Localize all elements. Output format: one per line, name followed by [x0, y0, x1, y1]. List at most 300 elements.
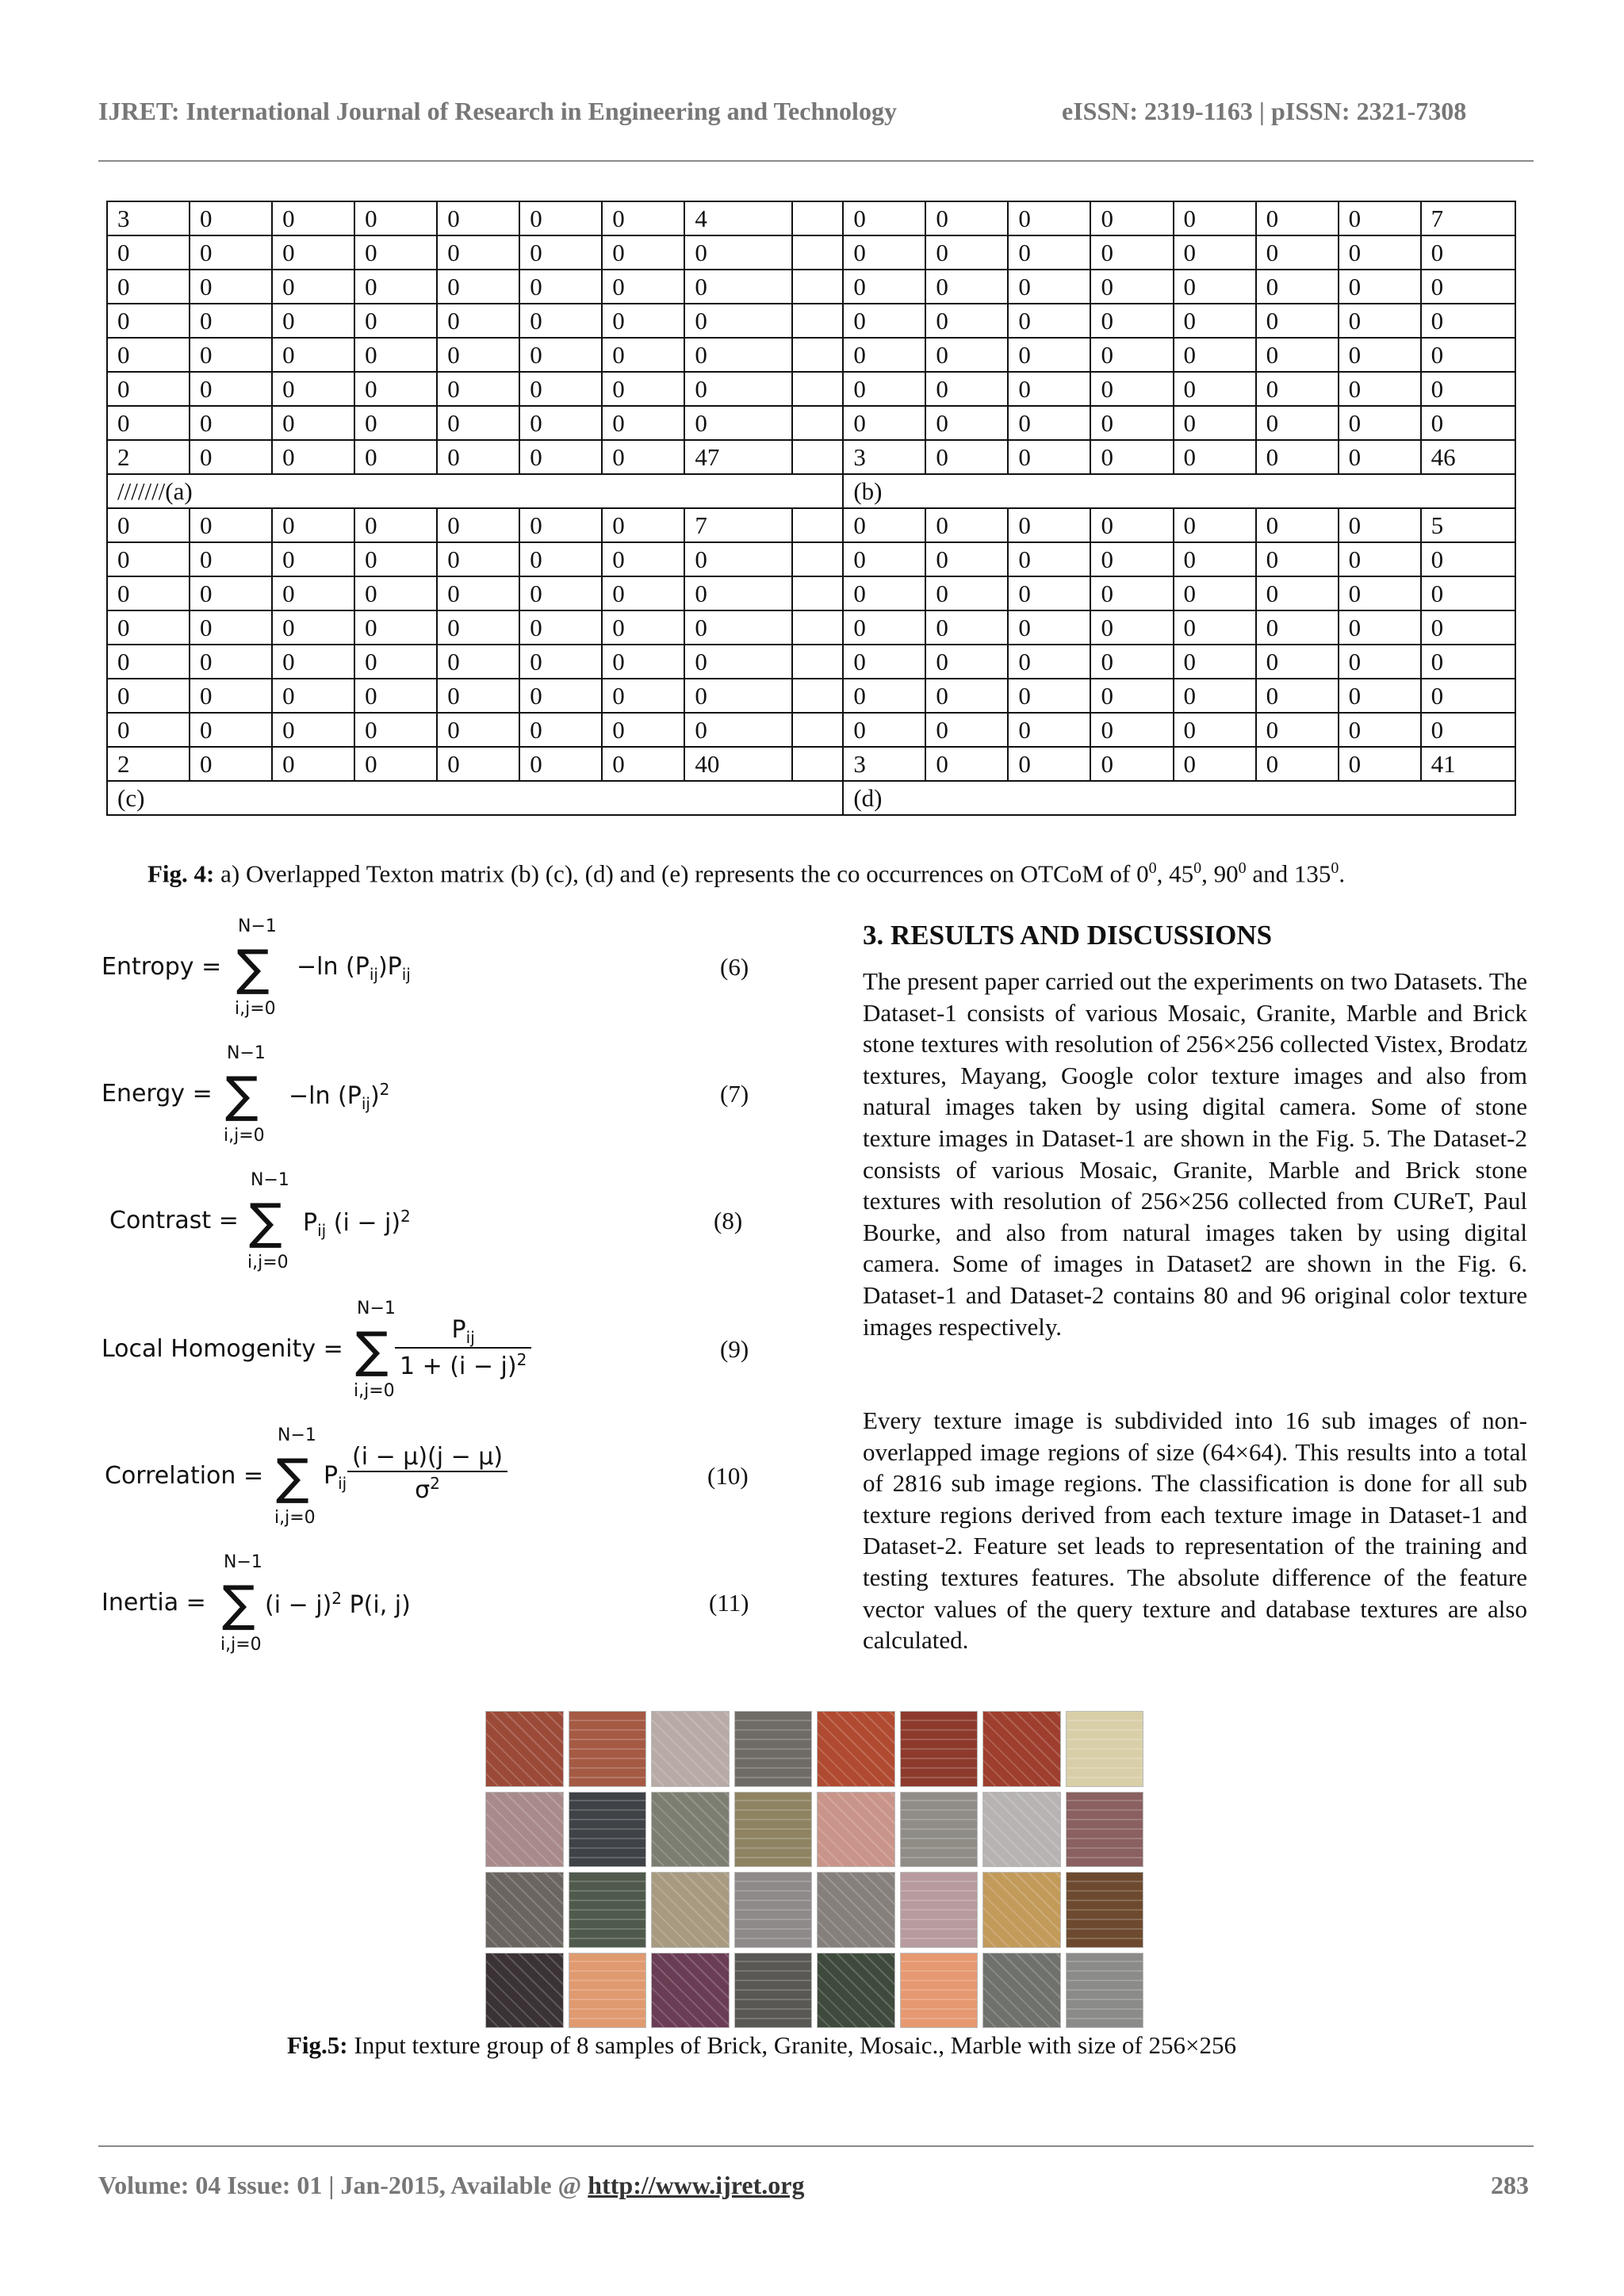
table-cell: 0 — [354, 406, 437, 440]
table-cell: 7 — [1421, 201, 1515, 235]
table-cell: 0 — [519, 235, 602, 270]
table-cell: 0 — [519, 747, 602, 781]
equation-number: (8) — [714, 1207, 743, 1234]
table-cell: 0 — [602, 406, 684, 440]
table-cell: 0 — [843, 610, 925, 645]
table-cell: 0 — [272, 406, 354, 440]
table-cell: 0 — [190, 713, 272, 747]
texture-tile — [1066, 1711, 1144, 1787]
table-cell: 0 — [1256, 610, 1339, 645]
table-row — [107, 747, 1515, 781]
table-cell: 0 — [1339, 406, 1421, 440]
table-cell: 0 — [354, 201, 437, 235]
table-cell: 0 — [354, 508, 437, 542]
table-cell: 0 — [1421, 304, 1515, 338]
table-cell: 0 — [602, 201, 684, 235]
table-row — [107, 201, 1515, 235]
table-cell: 0 — [1008, 542, 1090, 576]
sum-symbol: ∑ — [249, 1192, 282, 1250]
table-cell: 0 — [272, 304, 354, 338]
table-cell: 0 — [107, 372, 190, 406]
table-gap-cell — [792, 235, 844, 270]
table-cell: 0 — [1008, 679, 1090, 713]
table-cell: 0 — [107, 610, 190, 645]
table-cell: 0 — [1008, 235, 1090, 270]
texture-tile — [569, 1872, 647, 1948]
table-cell: 41 — [1421, 747, 1515, 781]
table-cell: 0 — [107, 235, 190, 270]
fig4-caption: Fig. 4: a) Overlapped Texton matrix (b) (c), (d) and (e) represents the co occurrences on OTCoM of $0^0$, $45^0$, $90^0$ and $135^0$. — [147, 859, 1346, 888]
table-cell: 0 — [1090, 235, 1173, 270]
table-cell: 0 — [602, 235, 684, 270]
texture-tile — [569, 1711, 647, 1787]
table-cell: 47 — [684, 440, 791, 474]
table-cell: 0 — [107, 713, 190, 747]
footer: Volume: 04 Issue: 01 | Jan-2015, Available @ http://www.ijret.org 283 — [98, 2171, 1529, 2199]
table-cell: 0 — [602, 576, 684, 610]
table-cell: 0 — [843, 338, 925, 372]
table-cell: 0 — [107, 270, 190, 304]
table-cell: 0 — [1174, 645, 1256, 679]
table-cell: 46 — [1421, 440, 1515, 474]
table-cell: 0 — [107, 576, 190, 610]
table-cell: 0 — [1256, 338, 1339, 372]
table-cell: 0 — [107, 304, 190, 338]
table-cell: 0 — [925, 747, 1008, 781]
table-cell: 3 — [107, 201, 190, 235]
table-cell: 0 — [1008, 304, 1090, 338]
table-cell: 0 — [925, 679, 1008, 713]
table-cell: 0 — [925, 338, 1008, 372]
fraction: $\frac{(i - \mu)(j - \mu)}{\sigma^2}$ — [347, 1443, 508, 1504]
table-cell: 0 — [437, 542, 519, 576]
table-cell: 0 — [1008, 406, 1090, 440]
table-cell: 0 — [519, 406, 602, 440]
table-cell: 0 — [684, 610, 791, 645]
table-cell: 0 — [354, 747, 437, 781]
table-cell: 0 — [1339, 610, 1421, 645]
equation-contrast: Contrast = N−1 ∑ i,j=0 $P_{ij}$ $(i - j)^2$ (8) — [109, 1170, 743, 1272]
journal-link[interactable]: http://www.ijret.org — [588, 2171, 805, 2199]
table-cell: 0 — [354, 372, 437, 406]
table-cell: 0 — [1339, 304, 1421, 338]
table-cell: 0 — [107, 645, 190, 679]
table-cell: 0 — [1090, 679, 1173, 713]
table-cell: 0 — [1256, 201, 1339, 235]
table-cell: 0 — [843, 270, 925, 304]
journal-title: IJRET: International Journal of Research in Engineering and Technology — [98, 97, 897, 125]
table-cell: 0 — [519, 542, 602, 576]
table-row — [107, 235, 1515, 270]
texture-tile — [569, 1792, 647, 1868]
table-cell: 0 — [1339, 235, 1421, 270]
results-paragraph-1: The present paper carried out the experiments on two Datasets. The Dataset-1 consists of various Mosaic, Granite, Marble and Brick stone textures with resolution of 256×256 collected Vistex, Brodatz textures, Mayang, Google color texture images and also from natural images taken by using digital camera. Some of stone texture images in Dataset-1 are shown in the Fig. 5. The Dataset-2 consists of various Mosaic, Granite, Marble and Brick stone textures with resolution of 256×256 collected from CUReT, Paul Bourke, and also from natural images taken by using digital camera. Some of images in Dataset2 are shown in the Fig. 6. Dataset-1 and Dataset-2 contains 80 and 96 original color texture images respectively. — [863, 967, 1527, 1341]
table-cell: 0 — [272, 747, 354, 781]
table-gap-cell — [792, 576, 844, 610]
table-cell: 0 — [354, 610, 437, 645]
texture-tile — [982, 1872, 1061, 1948]
table-gap-cell — [792, 406, 844, 440]
table-cell: 0 — [190, 201, 272, 235]
table-cell: 0 — [602, 679, 684, 713]
table-cell: 0 — [843, 645, 925, 679]
table-gap-cell — [792, 338, 844, 372]
table-cell: 0 — [1008, 645, 1090, 679]
table-row — [107, 406, 1515, 440]
table-cell: 0 — [1339, 713, 1421, 747]
table-cell: 0 — [519, 201, 602, 235]
table-cell: 0 — [190, 235, 272, 270]
table-gap-cell — [792, 372, 844, 406]
table-cell: 0 — [1421, 372, 1515, 406]
table-cell: 0 — [1256, 576, 1339, 610]
texture-tile — [651, 1792, 730, 1868]
table-cell: 0 — [272, 610, 354, 645]
table-cell: 0 — [519, 304, 602, 338]
table-cell: 0 — [437, 338, 519, 372]
table-cell: 0 — [1090, 440, 1173, 474]
equation-number: (9) — [720, 1335, 749, 1363]
table-gap-cell — [792, 713, 844, 747]
table-cell: 0 — [519, 440, 602, 474]
table-cell: 0 — [354, 304, 437, 338]
table-cell: 0 — [843, 542, 925, 576]
table-cell: 0 — [437, 235, 519, 270]
table-cell: 0 — [1090, 338, 1173, 372]
table-cell: 0 — [1090, 406, 1173, 440]
table-cell: 0 — [1421, 270, 1515, 304]
table-cell: 0 — [925, 610, 1008, 645]
table-row — [107, 610, 1515, 645]
table-cell: 0 — [925, 508, 1008, 542]
texton-matrix-table — [106, 201, 1516, 816]
table-cell: 0 — [354, 270, 437, 304]
table-cell: 0 — [1008, 201, 1090, 235]
table-cell: 0 — [602, 645, 684, 679]
table-cell: 0 — [354, 679, 437, 713]
table-cell: 2 — [107, 747, 190, 781]
table-cell: 0 — [925, 235, 1008, 270]
texture-tile — [817, 1953, 895, 2029]
table-cell: 40 — [684, 747, 791, 781]
table-cell: 0 — [925, 713, 1008, 747]
table-cell: 0 — [190, 440, 272, 474]
equation-energy: Energy = N−1 ∑ i,j=0 −ln $(P_{ij})^2$ (7) — [102, 1043, 749, 1146]
table-cell: 0 — [190, 270, 272, 304]
table-cell: 0 — [602, 713, 684, 747]
table-cell: 0 — [437, 679, 519, 713]
table-cell: 0 — [107, 508, 190, 542]
texture-tile — [982, 1792, 1061, 1868]
table-cell: 0 — [354, 576, 437, 610]
table-cell: 0 — [272, 372, 354, 406]
table-cell: 0 — [1421, 406, 1515, 440]
table-cell: 0 — [272, 576, 354, 610]
table-gap-cell — [792, 508, 844, 542]
fraction: $P_{ij}$ $1 + (i - j)^2$ — [395, 1316, 531, 1380]
fig5-caption: Fig.5: Input texture group of 8 samples of Brick, Granite, Mosaic., Marble with size of 256×256 — [287, 2031, 1236, 2059]
table-cell: 0 — [684, 338, 791, 372]
table-cell: 0 — [1339, 440, 1421, 474]
texture-tile — [982, 1711, 1061, 1787]
page-number: 283 — [1491, 2171, 1529, 2199]
texture-tile — [485, 1792, 564, 1868]
table-cell: 0 — [1421, 713, 1515, 747]
table-cell: 0 — [1008, 372, 1090, 406]
table-gap-cell — [792, 542, 844, 576]
table-cell: 0 — [1256, 645, 1339, 679]
table-cell: 0 — [437, 508, 519, 542]
texture-tile — [1066, 1872, 1144, 1948]
texture-tile — [734, 1953, 813, 2029]
equation-number: (6) — [720, 953, 749, 981]
table-cell: 0 — [272, 508, 354, 542]
table-cell: 0 — [1421, 338, 1515, 372]
table-gap-cell — [792, 201, 844, 235]
table-gap-cell — [792, 645, 844, 679]
texture-tile — [1066, 1953, 1144, 2029]
table-cell: 0 — [602, 270, 684, 304]
table-cell: 0 — [1090, 542, 1173, 576]
table-cell: 0 — [684, 406, 791, 440]
table-cell: 0 — [1421, 610, 1515, 645]
results-paragraph-2: Every texture image is subdivided into 16 sub images of non-overlapped image regions of size (64×64). This results into a total of 2816 sub image regions. The classification is done for all sub texture regions derived from each texture image in Dataset-1 and Dataset-2. Feature set leads to representation of the training and testing textures features. The absolute difference of the feature vector values of the query texture and database textures are also calculated. — [863, 1406, 1527, 1655]
table-cell: 0 — [354, 713, 437, 747]
table-cell: 0 — [1008, 440, 1090, 474]
table-cell: 0 — [1008, 747, 1090, 781]
table-cell: 0 — [684, 713, 791, 747]
table-cell: 0 — [437, 440, 519, 474]
table-cell: 0 — [1008, 713, 1090, 747]
table-cell: 0 — [437, 576, 519, 610]
section-title: 3. RESULTS AND DISCUSSIONS — [863, 920, 1273, 951]
table-cell: 0 — [354, 542, 437, 576]
table-cell: 0 — [602, 304, 684, 338]
table-cell: 0 — [519, 338, 602, 372]
table-gap-cell — [792, 304, 844, 338]
table-cell: 0 — [272, 270, 354, 304]
table-cell: 0 — [1008, 338, 1090, 372]
table-cell: 0 — [684, 304, 791, 338]
table-cell: 0 — [1256, 747, 1339, 781]
texture-tile — [817, 1872, 895, 1948]
equation-number: (11) — [709, 1589, 749, 1617]
table-cell: 0 — [190, 576, 272, 610]
table-gap-cell — [792, 270, 844, 304]
equation-entropy: Entropy = N−1 ∑ i,j=0 −ln $(P_{ij})P_{ij}$ (6) — [102, 916, 749, 1019]
table-cell: 0 — [1090, 304, 1173, 338]
texture-tile — [734, 1711, 813, 1787]
table-cell: 0 — [602, 338, 684, 372]
table-cell: 0 — [1174, 679, 1256, 713]
table-cell: 0 — [1256, 713, 1339, 747]
table-cell: 0 — [602, 542, 684, 576]
table-cell: 0 — [1174, 576, 1256, 610]
texture-tile — [485, 1711, 564, 1787]
table-cell: 0 — [1174, 713, 1256, 747]
table-cell: 0 — [843, 576, 925, 610]
texture-tile — [651, 1953, 730, 2029]
table-cell: 0 — [925, 201, 1008, 235]
table-row — [107, 372, 1515, 406]
table-cell: 3 — [843, 440, 925, 474]
table-cell: 0 — [1339, 201, 1421, 235]
texture-tile — [817, 1792, 895, 1868]
table-cell: 0 — [1256, 542, 1339, 576]
table-cell: 0 — [1174, 440, 1256, 474]
table-cell: 0 — [190, 610, 272, 645]
table-cell: 0 — [272, 235, 354, 270]
table-cell: 0 — [843, 201, 925, 235]
table-cell: 0 — [190, 508, 272, 542]
table-cell: 0 — [437, 747, 519, 781]
equation-number: (7) — [720, 1080, 749, 1108]
table-cell: 0 — [1421, 679, 1515, 713]
table-cell: 0 — [602, 610, 684, 645]
table-row — [107, 542, 1515, 576]
table-cell: 0 — [684, 679, 791, 713]
table-label-row — [107, 781, 1515, 815]
table-cell: 0 — [925, 645, 1008, 679]
table-cell: 0 — [925, 542, 1008, 576]
header-rule — [98, 160, 1534, 162]
table-cell: 0 — [1256, 440, 1339, 474]
table-cell: 0 — [1421, 645, 1515, 679]
table-cell: 0 — [354, 645, 437, 679]
matrix-label: ///////(a) — [107, 474, 843, 508]
table-cell: 0 — [272, 713, 354, 747]
table-cell: 0 — [437, 406, 519, 440]
table-row — [107, 440, 1515, 474]
table-cell: 0 — [1090, 610, 1173, 645]
equation-local-homogenity: Local Homogenity = N−1 ∑ i,j=0 $P_{ij}$ $1 + (i - j)^2$ (9) — [102, 1299, 749, 1401]
equation-number: (10) — [707, 1462, 749, 1490]
texture-tile — [900, 1711, 979, 1787]
table-row — [107, 508, 1515, 542]
table-cell: 0 — [1256, 679, 1339, 713]
table-cell: 0 — [1421, 235, 1515, 270]
table-cell: 0 — [190, 304, 272, 338]
table-cell: 0 — [1421, 542, 1515, 576]
sum-symbol: ∑ — [276, 1448, 309, 1506]
table-cell: 0 — [272, 440, 354, 474]
table-row — [107, 713, 1515, 747]
table-cell: 0 — [684, 235, 791, 270]
table-cell: 0 — [1090, 270, 1173, 304]
table-cell: 0 — [1256, 270, 1339, 304]
table-cell: 0 — [190, 406, 272, 440]
sum-symbol: ∑ — [225, 1066, 259, 1123]
table-row — [107, 576, 1515, 610]
texture-tile — [569, 1953, 647, 2029]
table-cell: 0 — [1174, 372, 1256, 406]
table-gap-cell — [792, 610, 844, 645]
table-cell: 0 — [354, 440, 437, 474]
sum-symbol: ∑ — [355, 1321, 389, 1379]
texture-tile — [900, 1792, 979, 1868]
fig5-texture-grid — [485, 1711, 1143, 2028]
table-cell: 3 — [843, 747, 925, 781]
table-cell: 0 — [519, 679, 602, 713]
table-cell: 0 — [843, 679, 925, 713]
table-cell: 0 — [602, 508, 684, 542]
table-row — [107, 304, 1515, 338]
table-cell: 0 — [1339, 679, 1421, 713]
table-cell: 0 — [1339, 747, 1421, 781]
table-cell: 0 — [684, 645, 791, 679]
table-cell: 0 — [1174, 338, 1256, 372]
table-cell: 0 — [925, 576, 1008, 610]
table-row — [107, 645, 1515, 679]
table-cell: 0 — [519, 645, 602, 679]
table-cell: 0 — [1008, 610, 1090, 645]
texture-tile — [734, 1872, 813, 1948]
texture-tile — [485, 1872, 564, 1948]
sum-symbol: ∑ — [236, 939, 270, 997]
table-cell: 0 — [843, 713, 925, 747]
sum-symbol: ∑ — [222, 1575, 255, 1632]
table-cell: 0 — [684, 542, 791, 576]
table-cell: 0 — [519, 576, 602, 610]
table-cell: 5 — [1421, 508, 1515, 542]
table-cell: 0 — [190, 372, 272, 406]
table-cell: 0 — [272, 201, 354, 235]
table-cell: 0 — [843, 508, 925, 542]
table-cell: 0 — [272, 542, 354, 576]
table-row — [107, 679, 1515, 713]
table-cell: 0 — [190, 542, 272, 576]
table-gap-cell — [792, 679, 844, 713]
table-cell: 0 — [190, 645, 272, 679]
table-cell: 0 — [843, 406, 925, 440]
table-cell: 0 — [843, 372, 925, 406]
table-cell: 0 — [107, 338, 190, 372]
table-cell: 0 — [519, 610, 602, 645]
table-cell: 0 — [925, 406, 1008, 440]
table-cell: 0 — [1090, 576, 1173, 610]
table-cell: 0 — [190, 747, 272, 781]
table-cell: 0 — [437, 645, 519, 679]
table-cell: 0 — [925, 270, 1008, 304]
texture-tile — [817, 1711, 895, 1787]
table-row — [107, 338, 1515, 372]
table-cell: 0 — [107, 406, 190, 440]
table-cell: 0 — [1174, 270, 1256, 304]
table-cell: 0 — [354, 338, 437, 372]
table-cell: 0 — [925, 304, 1008, 338]
texture-tile — [485, 1953, 564, 2029]
table-cell: 0 — [1090, 508, 1173, 542]
table-cell: 0 — [843, 235, 925, 270]
table-cell: 0 — [843, 304, 925, 338]
texture-tile — [982, 1953, 1061, 2029]
table-cell: 0 — [1090, 645, 1173, 679]
table-cell: 0 — [354, 235, 437, 270]
texture-tile — [651, 1711, 730, 1787]
table-cell: 7 — [684, 508, 791, 542]
table-cell: 0 — [1256, 235, 1339, 270]
equation-inertia: Inertia = N−1 ∑ i,j=0 $(i - j)^2$ P(i, j) (11) — [102, 1552, 749, 1655]
table-cell: 0 — [519, 713, 602, 747]
texture-tile — [651, 1872, 730, 1948]
table-cell: 0 — [437, 270, 519, 304]
table-cell: 0 — [1256, 406, 1339, 440]
table-cell: 0 — [1174, 201, 1256, 235]
table-cell: 0 — [437, 201, 519, 235]
table-cell: 0 — [1008, 508, 1090, 542]
table-cell: 0 — [1339, 645, 1421, 679]
table-gap-cell — [792, 747, 844, 781]
